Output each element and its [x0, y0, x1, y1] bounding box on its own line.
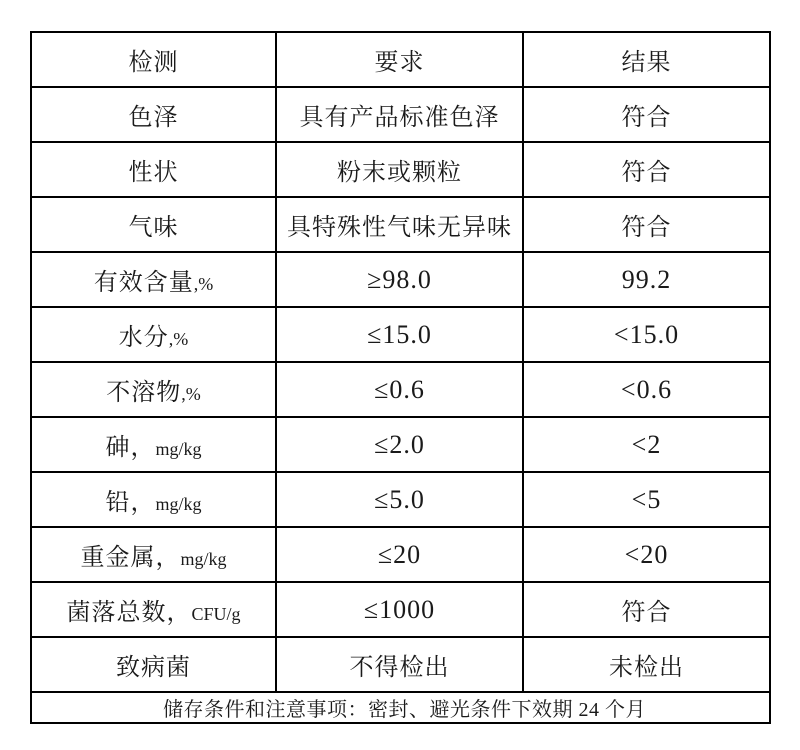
result-cell — [523, 472, 770, 527]
requirement-value: 具特殊性气味无异味 — [287, 215, 512, 241]
result-cell — [523, 252, 770, 307]
requirement-cell — [276, 307, 523, 362]
result-cell — [523, 582, 770, 637]
test-name-cell — [31, 197, 276, 252]
table-row — [31, 252, 770, 307]
requirement-value: ≤2.0 — [374, 429, 425, 459]
table-row — [31, 527, 770, 582]
test-unit: mg/kg — [180, 549, 227, 569]
result-cell — [523, 197, 770, 252]
test-name-cell — [31, 582, 276, 637]
requirement-cell — [276, 362, 523, 417]
table-row — [31, 142, 770, 197]
header-requirement: 要求 — [276, 32, 523, 87]
result-value: <0.6 — [620, 374, 673, 404]
result-cell — [523, 637, 770, 692]
test-name-cell — [31, 637, 276, 692]
table-row — [31, 472, 770, 527]
result-cell — [523, 142, 770, 197]
test-name: 菌落总数， — [66, 600, 192, 626]
requirement-cell — [276, 142, 523, 197]
inspection-table — [30, 31, 771, 724]
test-name: 不溶物 — [106, 380, 182, 406]
result-value: 符合 — [621, 600, 672, 626]
test-name-cell — [31, 527, 276, 582]
test-name-cell — [31, 142, 276, 197]
footer-row — [31, 692, 770, 723]
requirement-cell — [276, 252, 523, 307]
result-cell — [523, 417, 770, 472]
requirement-cell — [276, 582, 523, 637]
requirement-value: ≤15.0 — [367, 319, 432, 349]
test-unit: mg/kg — [155, 439, 202, 459]
result-cell — [523, 527, 770, 582]
header-row — [31, 32, 770, 87]
test-name: 气味 — [128, 215, 179, 241]
header-test: 检测 — [31, 32, 276, 87]
requirement-value: 具有产品标准色泽 — [299, 105, 500, 131]
table-row — [31, 307, 770, 362]
result-cell — [523, 307, 770, 362]
requirement-value: ≥98.0 — [367, 264, 432, 294]
requirement-cell — [276, 637, 523, 692]
table-row — [31, 87, 770, 142]
result-value: <15.0 — [613, 319, 680, 349]
result-value: 符合 — [621, 215, 672, 241]
result-value: 符合 — [621, 160, 672, 186]
requirement-cell — [276, 87, 523, 142]
table-row — [31, 362, 770, 417]
test-name-cell — [31, 307, 276, 362]
test-name: 水分 — [118, 325, 169, 351]
test-unit: ,% — [193, 274, 214, 294]
test-name-cell — [31, 87, 276, 142]
table-row — [31, 637, 770, 692]
test-name-cell — [31, 417, 276, 472]
result-value: 99.2 — [621, 264, 672, 294]
requirement-cell — [276, 527, 523, 582]
test-name: 致病菌 — [116, 655, 191, 681]
requirement-value: ≤20 — [377, 539, 422, 569]
result-value: <20 — [624, 539, 669, 569]
test-unit: ,% — [181, 384, 201, 404]
requirement-value: ≤0.6 — [374, 374, 425, 404]
test-unit: ,% — [168, 329, 189, 349]
requirement-cell — [276, 417, 523, 472]
test-name-cell — [31, 472, 276, 527]
test-unit: mg/kg — [155, 494, 202, 514]
test-name-cell — [31, 252, 276, 307]
test-name: 重金属， — [80, 545, 181, 571]
table-row — [31, 197, 770, 252]
result-cell — [523, 87, 770, 142]
storage-note: 储存条件和注意事项：密封、避光条件下效期 24 个月 — [31, 692, 770, 723]
header-result: 结果 — [523, 32, 770, 87]
test-name: 色泽 — [128, 105, 179, 131]
test-unit: CFU/g — [191, 604, 241, 624]
result-value: <5 — [631, 484, 662, 514]
table-row — [31, 582, 770, 637]
test-name-cell — [31, 362, 276, 417]
test-name: 铅， — [105, 490, 156, 516]
result-value: 符合 — [621, 105, 672, 131]
requirement-value: ≤5.0 — [374, 484, 425, 514]
requirement-cell — [276, 472, 523, 527]
requirement-value: ≤1000 — [363, 594, 436, 624]
table-row — [31, 417, 770, 472]
result-cell — [523, 362, 770, 417]
test-name: 有效含量 — [93, 270, 194, 296]
requirement-value: 粉末或颗粒 — [337, 160, 462, 186]
result-value: <2 — [631, 429, 662, 459]
test-name: 砷， — [105, 435, 156, 461]
test-name: 性状 — [128, 160, 179, 186]
result-value: 未检出 — [609, 655, 684, 681]
requirement-value: 不得检出 — [349, 655, 450, 681]
requirement-cell — [276, 197, 523, 252]
